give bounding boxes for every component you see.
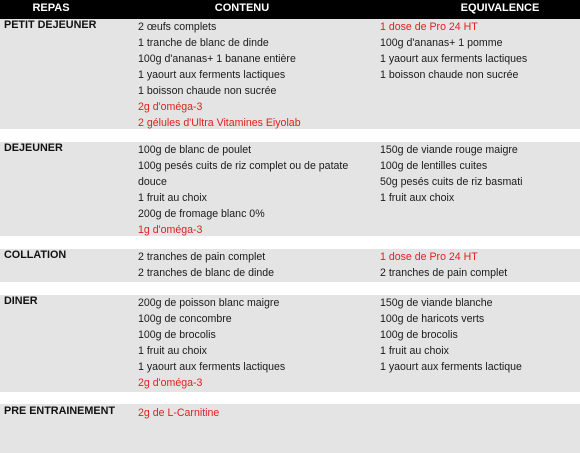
list-item: douce bbox=[138, 176, 167, 188]
list-item: 100g de lentilles cuites bbox=[380, 160, 488, 172]
list-item: 1 dose de Pro 24 HT bbox=[380, 21, 478, 33]
list-item: 1 yaourt aux ferments lactique bbox=[380, 361, 522, 373]
list-item: 100g de blanc de poulet bbox=[138, 144, 252, 156]
list-item: 1 fruit au choix bbox=[380, 345, 449, 357]
list-item: 2 tranches de blanc de dinde bbox=[138, 267, 275, 279]
contenu-list bbox=[138, 142, 348, 238]
list-item: 1 yaourt aux ferments lactiques bbox=[138, 69, 286, 81]
list-item: 200g de fromage blanc 0% bbox=[138, 208, 265, 220]
meal-name: PETIT DEJEUNER bbox=[4, 19, 97, 31]
list-item: 100g d'ananas+ 1 banane entière bbox=[138, 53, 296, 65]
list-item: 1 boisson chaude non sucrée bbox=[380, 69, 519, 81]
meal-block-dejeuner bbox=[0, 142, 580, 236]
list-item: 50g pesés cuits de riz basmati bbox=[380, 176, 523, 188]
equivalence-list bbox=[380, 142, 523, 206]
list-item: 1 boisson chaude non sucrée bbox=[138, 85, 277, 97]
meal-block-collation bbox=[0, 249, 580, 282]
meal-name: DINER bbox=[4, 295, 38, 307]
meal-block-diner bbox=[0, 295, 580, 392]
list-item: 1 yaourt aux ferments lactiques bbox=[138, 361, 286, 373]
meal-name: DEJEUNER bbox=[4, 142, 63, 154]
equivalence-list bbox=[380, 295, 522, 375]
meal-name: COLLATION bbox=[4, 249, 67, 261]
meal-block-pre-entrainement bbox=[0, 404, 580, 453]
contenu-list bbox=[138, 19, 301, 131]
list-item: 100g de brocolis bbox=[380, 329, 458, 341]
list-item: 2 œufs complets bbox=[138, 21, 217, 33]
list-item: 1 fruit au choix bbox=[138, 345, 207, 357]
list-item: 200g de poisson blanc maigre bbox=[138, 297, 280, 309]
list-item: 2g d'oméga-3 bbox=[138, 377, 203, 389]
list-item: 2g d'oméga-3 bbox=[138, 101, 203, 113]
list-item: 150g de viande rouge maigre bbox=[380, 144, 518, 156]
meal-name: PRE ENTRAINEMENT bbox=[4, 405, 115, 417]
list-item: 1 tranche de blanc de dinde bbox=[138, 37, 269, 49]
list-item: 1 dose de Pro 24 HT bbox=[380, 251, 478, 263]
list-item: 2g de L-Carnitine bbox=[138, 407, 220, 419]
list-item: 150g de viande blanche bbox=[380, 297, 493, 309]
contenu-list bbox=[138, 295, 285, 391]
contenu-list bbox=[138, 405, 219, 421]
list-item: 1 fruit au choix bbox=[138, 192, 207, 204]
equivalence-list bbox=[380, 19, 527, 83]
table-header bbox=[0, 0, 580, 19]
equivalence-list bbox=[380, 249, 507, 281]
list-item: 2 tranches de pain complet bbox=[380, 267, 508, 279]
list-item: 100g d'ananas+ 1 pomme bbox=[380, 37, 503, 49]
list-item: 1 fruit aux choix bbox=[380, 192, 455, 204]
list-item: 1 yaourt aux ferments lactiques bbox=[380, 53, 528, 65]
header-equivalence: EQUIVALENCE bbox=[460, 2, 540, 14]
meal-block-petit-dejeuner bbox=[0, 19, 580, 129]
list-item: 100g de brocolis bbox=[138, 329, 216, 341]
list-item: 100g pesés cuits de riz complet ou de patate bbox=[138, 160, 349, 172]
contenu-list bbox=[138, 249, 274, 281]
list-item: 100g de concombre bbox=[138, 313, 232, 325]
list-item: 2 tranches de pain complet bbox=[138, 251, 266, 263]
list-item: 2 gélules d'Ultra Vitamines Eiyolab bbox=[138, 117, 301, 129]
header-contenu: CONTENU bbox=[214, 2, 270, 14]
list-item: 100g de haricots verts bbox=[380, 313, 485, 325]
header-repas: REPAS bbox=[32, 2, 70, 14]
list-item: 1g d'oméga-3 bbox=[138, 224, 203, 236]
